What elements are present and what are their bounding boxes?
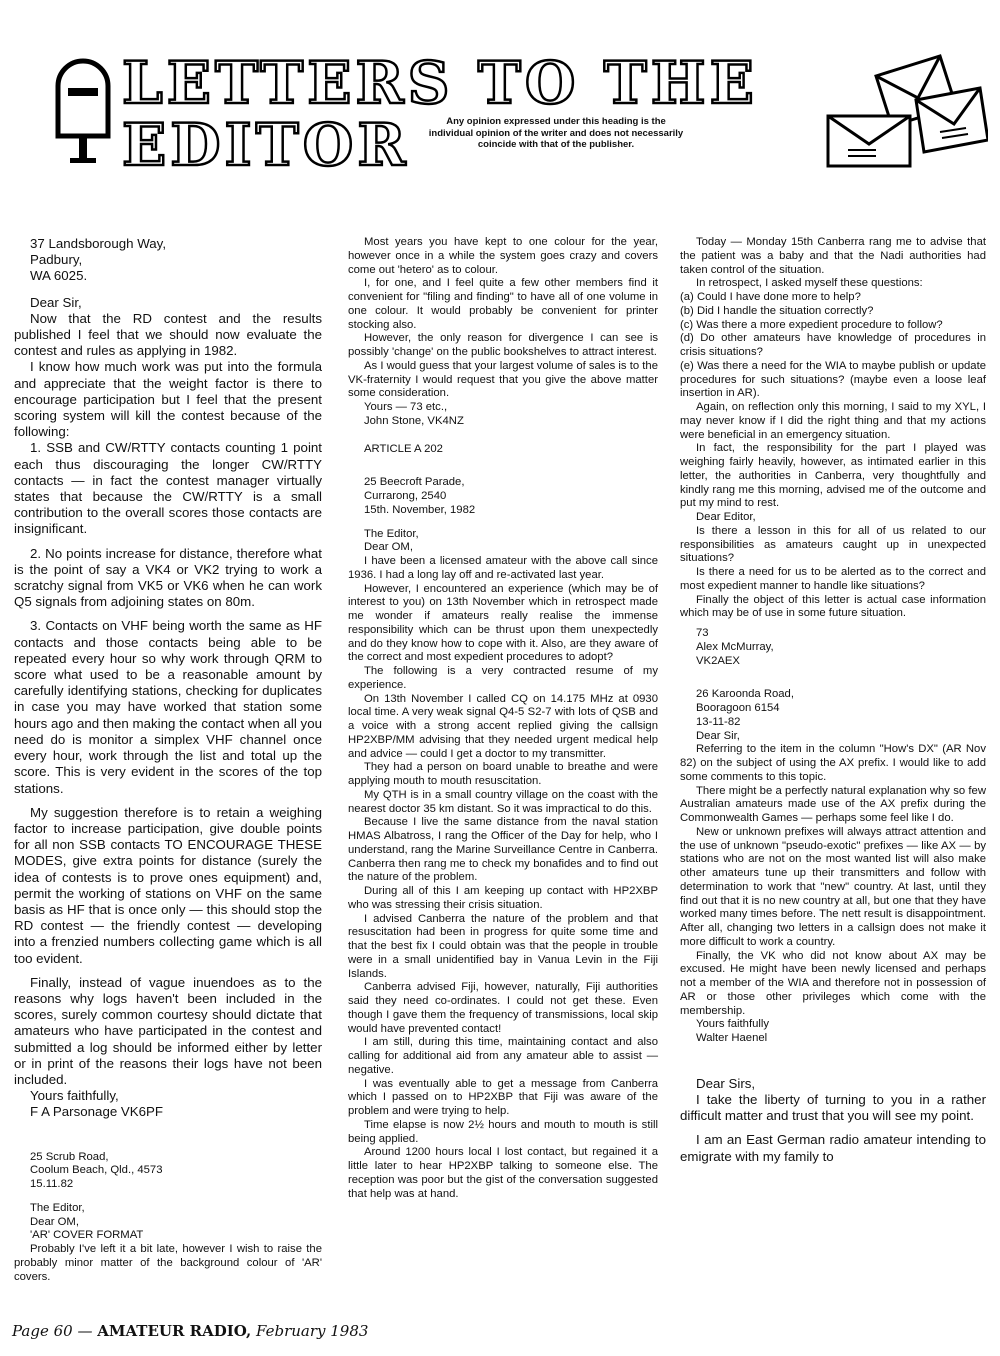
question: (e) Was there a need for the WIA to maybe publish or update procedures for such situations? (maybe even a loose leaf insertion in AR). (680, 359, 986, 400)
address-line: 13-11-82 (696, 715, 741, 728)
page-footer (12, 1322, 368, 1340)
column-2 (348, 236, 658, 1201)
paragraph: Because I live the same distance from the naval station HMAS Albatross, I rang the Officer of the Day for help, who I understand, rang the Marine Surveillance Centre in Canberra. Canberra then rang me to check my bonafides and to find out the nature of the problem. (348, 816, 658, 884)
address-line: 25 Scrub Road, (30, 1150, 109, 1163)
paragraph: In retrospect, I asked myself these questions: (696, 277, 923, 290)
paragraph: Is there a lesson in this for all of us related to our responsibilities as amateurs caught up in unexpected situations? (680, 524, 986, 565)
address-line: Coolum Beach, Qld., 4573 (30, 1164, 163, 1177)
salutation: Dear Sirs, (696, 1075, 756, 1091)
closing: Yours faithfully, (30, 1088, 119, 1104)
paragraph: Time elapse is now 2½ hours and mouth to mouth is still being applied. (348, 1118, 658, 1145)
paragraph: However, the only reason for divergence I can see is possibly 'change' on the public bookshelves to attract interest. (348, 332, 658, 358)
closing: Yours — 73 etc., (364, 401, 448, 413)
recipient: The Editor, (364, 527, 419, 540)
paragraph: I am still, during this time, maintaining contact and also calling for additional aid from any amateur able to assist — negative. (348, 1036, 658, 1076)
salutation: Dear OM, (364, 541, 413, 554)
issue-date: February 1983 (256, 1322, 369, 1340)
magazine-name: AMATEUR RADIO, (97, 1322, 252, 1340)
paragraph: Finally the object of this letter is actual case information which may be of use in some future situation. (680, 593, 986, 620)
paragraph: On 13th November I called CQ on 14.175 MHz at 0930 local time. A very weak signal Q4-5 S2-7 with lots of QSB and a voice with a strong accent replied giving the callsign HP2XBP/MM advising that they needed urgent medical help and advice — could I get a doctor to my transmitter. (348, 692, 658, 760)
recipient: The Editor, (30, 1201, 85, 1214)
signature: Alex McMurray, (696, 640, 774, 653)
question: (d) Do other amateurs have knowledge of procedures in crisis situations? (680, 332, 986, 358)
paragraph: Around 1200 hours local I lost contact, but regained it a little later to hear HP2XBP talking to someone else. The reception was poor but the gist of the conversation suggested that help was at hand. (348, 1146, 658, 1200)
paragraph: As I would guess that your largest volume of sales is to the VK-fraternity I would request that you give the above matter some consideration. (348, 359, 658, 400)
paragraph: Again, on reflection only this morning, I said to my XYL, I may never know if I did the right thing and that my actions were beneficial in an emergency situation. (680, 401, 986, 441)
paragraph: Today — Monday 15th Canberra rang me to advise that the patient was a baby and that the Nadi authorities had taken control of the situation. (680, 236, 986, 276)
paragraph: My suggestion therefore is to retain a weighing factor to increase participation, give double points for all non SSB contacts TO ENCOURAGE THESE MODES, give extra points for distance (surely the idea of contests is to prove ones equipment) and, permit the working of stations on VHF on the same basis as HF that is once only — this should stop the RD contest — the friendly contest — developing into a frenzied numbers collecting game which is all too evident. (14, 804, 322, 966)
address-line: 37 Landsborough Way, (30, 236, 167, 251)
question: (b) Did I handle the situation correctly? (680, 304, 874, 317)
paragraph: I take the liberty of turning to you in a rather difficult matter and trust that you will see my point. (680, 1091, 986, 1124)
paragraph: I am an East German radio amateur intending to emigrate with my family to (680, 1132, 986, 1164)
question: (c) Was there a more expedient procedure to follow? (680, 318, 943, 331)
address-line: Currarong, 2540 (364, 490, 447, 502)
paragraph: 3. Contacts on VHF being worth the same as HF contacts and those contacts being able to be repeated every hour so why work through QRM to score what used to be a reasonable amount by carefully identifying stations, checking for duplicates in case you may have worked that station some hours ago and then making the contact when all you need do is monitor a simplex VHF channel once every hour, work through the list and total up the score. This is very evident in the scores of the top stations. (14, 618, 322, 796)
section-title-line1: LETTERS TO THE (122, 49, 758, 117)
signature: F A Parsonage VK6PF (30, 1104, 164, 1120)
letter-heading: 'AR' COVER FORMAT (30, 1229, 144, 1242)
envelopes-icon (822, 54, 988, 170)
paragraph: Is there a need for us to be alerted as to the correct and most expedient manner to handle like situations? (680, 566, 986, 592)
salutation: Dear Sir, (696, 729, 740, 742)
paragraph: There might be a perfectly natural explanation why so few Australian amateurs made use of the AX prefix during the Commonwealth Games — perhaps some feel like I do. (680, 784, 986, 824)
paragraph: 2. No points increase for distance, therefore what is the point of say a VK4 or VK2 trying to work a scratchy signal from VK5 or VK6 when he can work Q5 signals from adjoining states on 80m. (14, 545, 322, 610)
section-title (122, 49, 758, 179)
section-title-line2: EDITOR (122, 111, 410, 179)
paragraph: Dear Editor, (696, 511, 756, 523)
letter2-start (14, 1151, 322, 1285)
paragraph: In fact, the responsibility for the part I played was weighing fairly heavily, however, as intimated earlier in this letter, the authorities in Canberra, very thoughtfully and kindly rang me this morning, advised me of the outcome and put my mind to rest. (680, 442, 986, 510)
address-line: 25 Beecroft Parade, (364, 476, 465, 489)
paragraph: Finally, instead of vague inuendoes as to the reasons why logs haven't been included in the scores, surely common courtesy should dictate that amateurs who have participated in the contest and submitted a log should be informed either by letter or in print of the reasons their logs have not been included. (14, 974, 322, 1087)
address-line: WA 6025. (30, 268, 88, 284)
paragraph: I was eventually able to get a message from Canberra which I passed on to HP2XBP that Fiji was aware of the problem and were trying to help. (348, 1077, 658, 1117)
paragraph: They had a person on board unable to breathe and were applying mouth to mouth resuscitation. (348, 761, 658, 787)
disclaimer: Any opinion expressed under this heading is the individual opinion of the writer and does not necessarily coincide with that of the publisher. (428, 116, 684, 150)
paragraph: Referring to the item in the column "How's DX" (AR Nov 82) on the subject of using the AX prefix. I would like to add some comments to this topic. (680, 743, 986, 783)
article-label: ARTICLE A 202 (364, 442, 443, 455)
paragraph: However, I encountered an experience (which may be of interest to you) on 13th November which in retrospect made me wonder if amateurs really realise the immense responsibility which can be thrust upon them unexpectedly and do they know how to cope with it. Also, are they aware of the correct and most expedient procedures to adopt? (348, 582, 658, 664)
address-line: Booragoon 6154 (696, 702, 780, 714)
address-line: 15.11.82 (30, 1178, 74, 1191)
paragraph: The following is a very contracted resume of my experience. (348, 665, 658, 691)
salutation: Dear OM, (30, 1215, 79, 1228)
paragraph: I have been a licensed amateur with the above call since 1936. I had a long lay off and re-activated last year. (348, 555, 658, 581)
column-3 (680, 236, 986, 1165)
paragraph: During all of this I am keeping up contact with HP2XBP who was stressing their crisis situation. (348, 885, 658, 911)
paragraph: Canberra advised Fiji, however, naturally, Fiji authorities said they need co-ordinates. I could not get these. Even though I gave them the frequency of transmissions, local skip would have prevented contact! (348, 981, 658, 1035)
letter5-start (680, 1076, 986, 1165)
letter1-address (14, 236, 322, 285)
signature: John Stone, VK4NZ (364, 414, 464, 427)
paragraph: 1. SSB and CW/RTTY contacts counting 1 point each thus discouraging the longer CW/RTTY contacts — in fact the contest manager virtually states that because the CW/RTTY is a small contribution to the overall scores those contacts are insignificant. (14, 440, 322, 537)
address-line: 26 Karoonda Road, (696, 688, 794, 701)
signature: Walter Haenel (696, 1032, 768, 1044)
paragraph: Probably I've left it a bit late, however I wish to raise the probably minor matter of the background colour of 'AR' covers. (14, 1243, 322, 1283)
salutation: Dear Sir, (30, 294, 82, 310)
question: (a) Could I have done more to help? (680, 291, 861, 303)
paragraph: New or unknown prefixes will always attract attention and the use of unknown "pseudo-exotic" prefixes — like AX — by stations who are not on the most wanted list will also make other amateurs tune up their transmitters and follow with determination to work that "new" country. At last, until they find out that it is no new country at all, but one that they have worked many times before. The nett result is disappointment. After all, changing two letters in a callsign does not make it more difficult to work a country. (680, 825, 986, 948)
column-1 (14, 236, 322, 1284)
paragraph: I, for one, and I feel quite a few other members find it convenient for "filing and finding" to have all of one volume in one colour. It would probably be convenient for printer stocking also. (348, 277, 658, 331)
address-line: Padbury, (30, 252, 83, 268)
paragraph: Now that the RD contest and the results published I feel that we should now evaluate the contest and rules as applying in 1982. (14, 310, 322, 359)
paragraph: Finally, the VK who did not know about AX may be excused. He might have been newly licensed and perhaps not a member of the WIA and therefore not in possession of AR or those other privileges which come with the membership. (680, 949, 986, 1017)
paragraph: I know how much work was put into the formula and appreciate that the weight factor is there to encourage participation but I feel that the present scoring system will kill the contest because of the following: (14, 359, 322, 440)
closing: 73 (696, 627, 709, 639)
page-number: Page 60 — (12, 1322, 93, 1340)
paragraph: Most years you have kept to one colour for the year, however once in a while the system goes crazy and covers come out 'hetero' as to colour. (348, 236, 658, 276)
closing: Yours faithfully (696, 1018, 770, 1031)
paragraph: My QTH is in a small country village on the coast with the nearest doctor 35 km distant. So it was impractical to do this. (348, 788, 658, 815)
address-line: 15th. November, 1982 (364, 503, 476, 516)
mailbox-icon (52, 58, 114, 164)
signature: VK2AEX (696, 654, 740, 667)
paragraph: I advised Canberra the nature of the problem and that resuscitation had been in progress for quite some time and that the best fix I could obtain was that the people in trouble were in a small unidentified bay in Vanua Levin in the Fiji Islands. (348, 912, 658, 980)
